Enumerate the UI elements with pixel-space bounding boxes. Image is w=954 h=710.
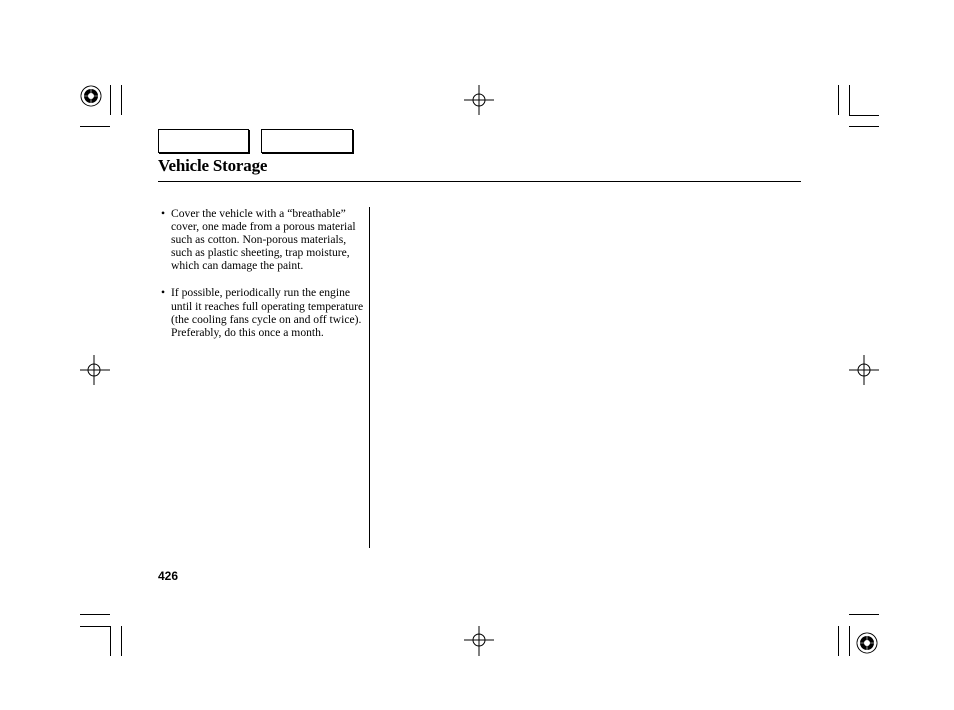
bullet-marker: • (161, 207, 166, 220)
list-item (161, 286, 366, 338)
registration-crosshair-top (464, 85, 494, 115)
crop-mark (121, 626, 122, 656)
bullet-text: Cover the vehicle with a “breathable” cover, one made from a porous material such as cotton. Non-porous materials, such as plastic sheeting, trap moisture, which can damage the paint. (171, 207, 356, 273)
registration-crosshair-left (80, 355, 110, 385)
column-divider (369, 207, 370, 548)
title-rule (158, 181, 801, 182)
bullet-list (161, 207, 366, 353)
crop-mark (849, 126, 879, 127)
nav-tab-box-2[interactable] (261, 129, 353, 153)
crop-mark (849, 115, 879, 116)
nav-tab-box-1[interactable] (158, 129, 249, 153)
crop-mark (849, 85, 850, 115)
crop-mark (80, 126, 110, 127)
crop-mark (80, 626, 110, 627)
bullet-text: If possible, periodically run the engine until it reaches full operating temperature (the cooling fans cycle on and off twice). Preferably, do this once a month. (171, 286, 364, 339)
registration-crosshair-bottom (464, 626, 494, 656)
crop-mark (838, 85, 839, 115)
page-number: 426 (158, 569, 179, 583)
page-title: Vehicle Storage (158, 156, 268, 175)
registration-crosshair-right (849, 355, 879, 385)
crop-mark (849, 626, 850, 656)
crop-mark (110, 626, 111, 656)
registration-target-top-left (80, 85, 104, 109)
registration-target-bottom-right (855, 631, 879, 655)
crop-mark (121, 85, 122, 115)
list-item (161, 207, 366, 272)
crop-mark (110, 85, 111, 115)
crop-mark (849, 614, 879, 615)
crop-mark (80, 614, 110, 615)
crop-mark (838, 626, 839, 656)
bullet-marker: • (161, 286, 166, 300)
